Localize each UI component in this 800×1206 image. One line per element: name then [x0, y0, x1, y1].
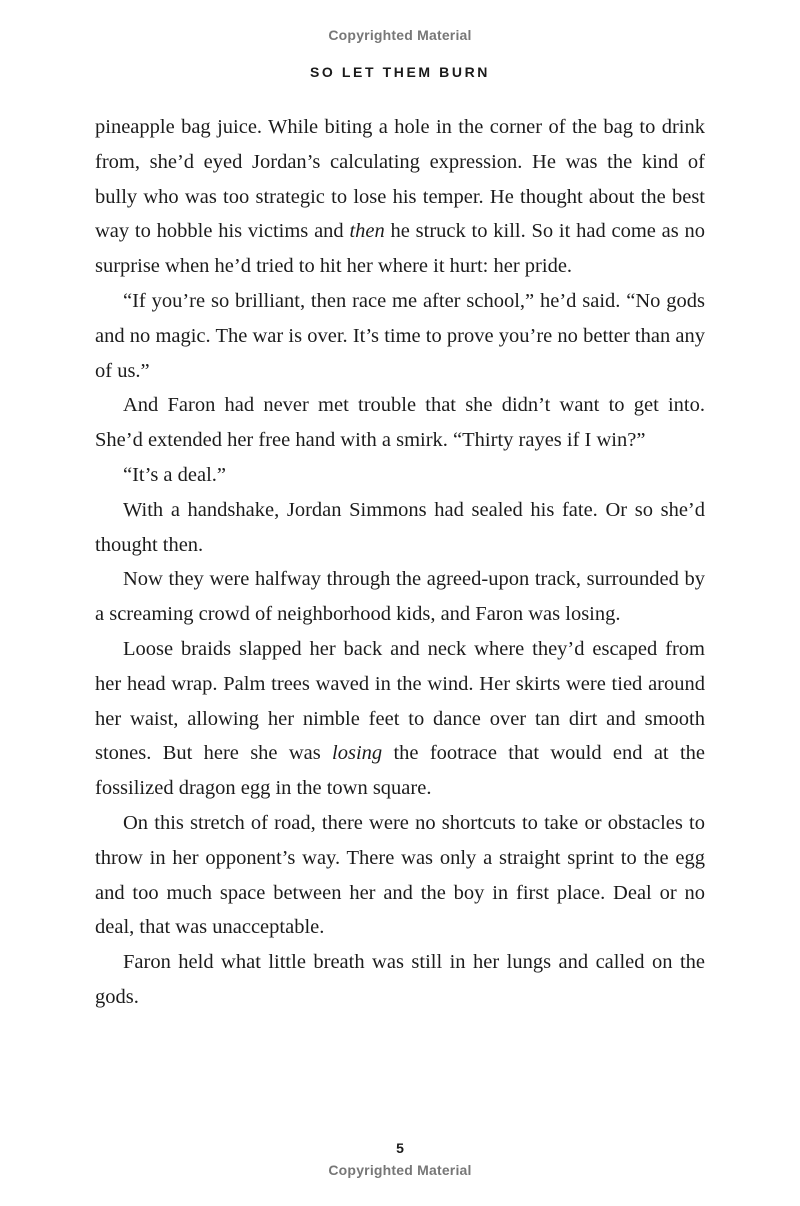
paragraph-7 — [95, 632, 705, 806]
paragraph-1-text-b: he struck to kill. So it had come as no surprise when he’d tried to hit her where it hurt: her pride. — [95, 220, 705, 278]
paragraph-7-emphasis: losing — [332, 742, 383, 765]
paragraph-4: “It’s a deal.” — [123, 463, 227, 486]
paragraph-5: With a handshake, Jordan Simmons had sealed his fate. Or so she’d thought then. — [95, 498, 705, 556]
page-number: 5 — [396, 1140, 404, 1156]
copyright-notice-bottom: Copyrighted Material — [328, 1162, 472, 1178]
paragraph-9: Faron held what little breath was still in her lungs and called on the gods. — [95, 951, 705, 1008]
paragraph-7-text-a: Loose braids slapped her back and neck where they’d escaped from her head wrap. Palm trees waved in the wind. Her skirts were tied around her waist, allowing her nimble feet to dance over tan dirt and smooth stones. But here she was — [95, 637, 705, 765]
paragraph-8: On this stretch of road, there were no shortcuts to take or obstacles to throw in her opponent’s way. There was only a straight sprint to the egg and too much space between her and the boy in first place. Deal or no deal, that was unacceptable. — [95, 811, 705, 939]
paragraph-2: “If you’re so brilliant, then race me after school,” he’d said. “No gods and no magic. The war is over. It’s time to prove you’re no better than any of us.” — [95, 289, 705, 382]
paragraph-7-text-b: the footrace that would end at the fossilized dragon egg in the town square. — [95, 742, 705, 800]
body-text — [95, 110, 705, 1015]
paragraph-1 — [95, 110, 705, 284]
paragraph-6: Now they were halfway through the agreed-upon track, surrounded by a screaming crowd of neighborhood kids, and Faron was losing. — [95, 568, 705, 626]
running-head: SO LET THEM BURN — [309, 64, 491, 80]
copyright-notice-top: Copyrighted Material — [328, 27, 472, 43]
paragraph-1-emphasis: then — [349, 220, 385, 243]
paragraph-1-text-a: pineapple bag juice. While biting a hole in the corner of the bag to drink from, she’d eyed Jordan’s calculating expression. He was the kind of bully who was too strategic to lose his temper. He thought about the best way to hobble his victims and — [95, 116, 705, 243]
paragraph-3: And Faron had never met trouble that she didn’t want to get into. She’d extended her free hand with a smirk. “Thirty rayes if I win?” — [95, 394, 705, 452]
